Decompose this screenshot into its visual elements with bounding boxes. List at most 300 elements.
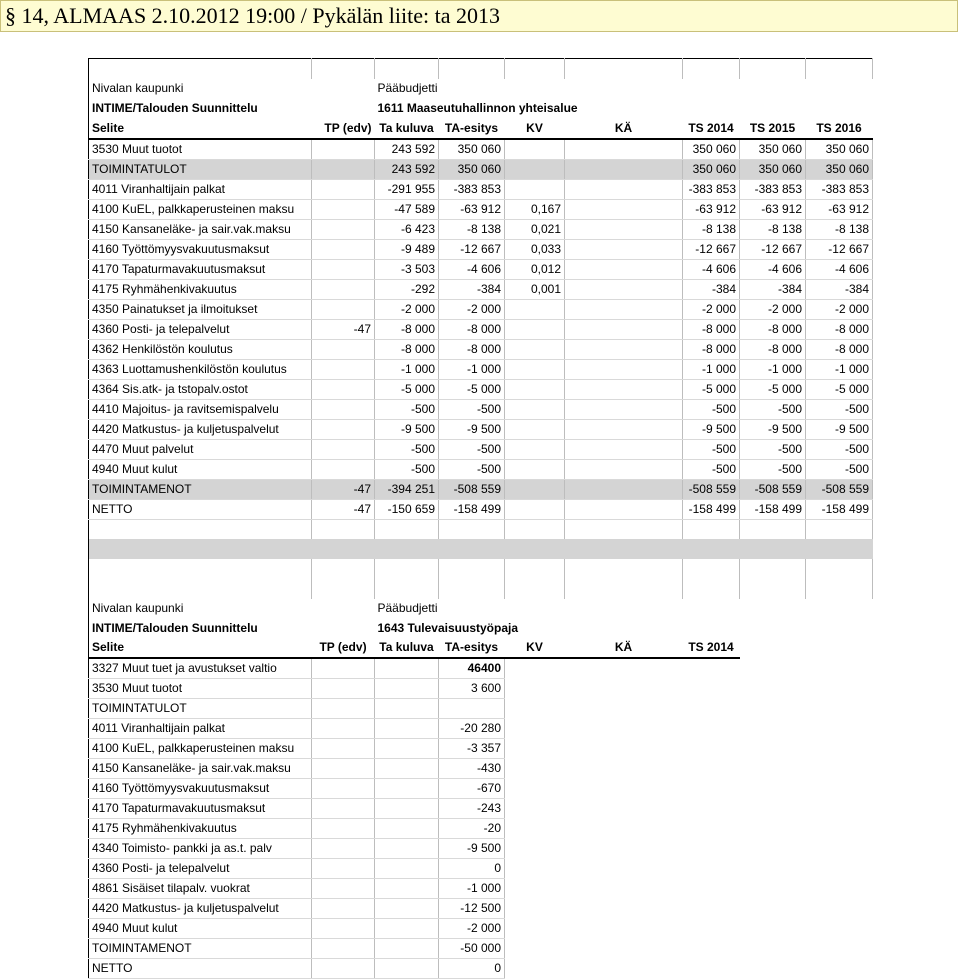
- header-row-org: [89, 598, 740, 618]
- row-value: 0,167: [505, 199, 565, 219]
- row-value: [565, 459, 683, 479]
- row-value: -8 000: [683, 319, 740, 339]
- row-value: [375, 699, 439, 719]
- row-value: [312, 939, 375, 959]
- row-value: -430: [439, 759, 505, 779]
- row-value: [565, 219, 683, 239]
- row-value: [375, 759, 439, 779]
- row-value: [312, 699, 375, 719]
- dept-name: INTIME/Talouden Suunnittelu: [92, 620, 258, 635]
- row-value: 0: [439, 859, 505, 879]
- row-value: -8 000: [683, 339, 740, 359]
- row-label: 4150 Kansaneläke- ja sair.vak.maksu: [89, 219, 312, 239]
- row-value: [565, 299, 683, 319]
- row-value: -158 499: [683, 499, 740, 519]
- row-value: 350 060: [740, 159, 806, 179]
- row-value: [505, 139, 565, 160]
- row-value: -20 280: [439, 719, 505, 739]
- row-value: 0,012: [505, 259, 565, 279]
- row-value: -500: [375, 399, 439, 419]
- header-row-org: [89, 79, 873, 99]
- row-value: [375, 739, 439, 759]
- table-row: [89, 699, 740, 719]
- table-row: [89, 859, 740, 879]
- table-row: [89, 179, 873, 199]
- column-header: Selite: [89, 119, 312, 139]
- page-title: § 14, ALMAAS 2.10.2012 19:00 / Pykälän liite: ta 2013: [5, 3, 500, 28]
- row-value: [505, 339, 565, 359]
- row-value: [375, 839, 439, 859]
- row-value: [505, 479, 565, 499]
- row-value: -63 912: [806, 199, 873, 219]
- row-value: [565, 339, 683, 359]
- column-header: TS 2014: [683, 119, 740, 139]
- table-row: [89, 219, 873, 239]
- row-value: [312, 219, 375, 239]
- column-header: TS 2014: [683, 638, 740, 658]
- column-header: Ta kuluva: [375, 638, 439, 658]
- column-header: Selite: [89, 638, 312, 658]
- empty-cell: [312, 539, 375, 559]
- row-label: TOIMINTATULOT: [89, 699, 312, 719]
- row-value: -8 138: [806, 219, 873, 239]
- row-label: 4170 Tapaturmavakuutusmaksut: [89, 259, 312, 279]
- row-value: -8 000: [439, 319, 505, 339]
- row-value: [312, 139, 375, 160]
- empty-cell: [89, 539, 312, 559]
- row-value: -47: [312, 499, 375, 519]
- row-value: [505, 439, 565, 459]
- row-value: [312, 379, 375, 399]
- table-row: [89, 279, 873, 299]
- row-value: [312, 399, 375, 419]
- row-value: [505, 399, 565, 419]
- row-value: [565, 359, 683, 379]
- row-value: [505, 379, 565, 399]
- row-value: -5 000: [806, 379, 873, 399]
- row-label: 4940 Muut kulut: [89, 919, 312, 939]
- row-value: -9 500: [439, 419, 505, 439]
- row-value: 350 060: [740, 139, 806, 160]
- row-value: [375, 959, 439, 979]
- row-value: [312, 179, 375, 199]
- org-name: Nivalan kaupunki: [92, 81, 184, 95]
- row-value: -384: [683, 279, 740, 299]
- row-label: 4420 Matkustus- ja kuljetuspalvelut: [89, 419, 312, 439]
- row-label: 4362 Henkilöstön koulutus: [89, 339, 312, 359]
- row-value: -5 000: [683, 379, 740, 399]
- row-value: 350 060: [806, 139, 873, 160]
- row-value: -6 423: [375, 219, 439, 239]
- header-row-unit: [89, 618, 740, 638]
- row-value: -508 559: [439, 479, 505, 499]
- empty-cell: [806, 539, 873, 559]
- row-value: 350 060: [683, 139, 740, 160]
- row-label: 3530 Muut tuotot: [89, 679, 312, 699]
- row-value: -5 000: [439, 379, 505, 399]
- row-value: -500: [439, 439, 505, 459]
- row-value: [312, 419, 375, 439]
- row-value: 0: [439, 959, 505, 979]
- row-value: -47 589: [375, 199, 439, 219]
- empty-cell: [505, 559, 565, 599]
- row-value: [375, 859, 439, 879]
- empty-cell: [375, 519, 439, 539]
- empty-cell: [806, 559, 873, 599]
- row-value: -8 000: [806, 339, 873, 359]
- row-value: -5 000: [740, 379, 806, 399]
- row-value: -383 853: [683, 179, 740, 199]
- row-value: -47: [312, 319, 375, 339]
- row-value: [312, 819, 375, 839]
- row-value: [312, 658, 375, 679]
- row-value: -12 667: [683, 239, 740, 259]
- table-row: [89, 839, 740, 859]
- row-label: 4011 Viranhaltijain palkat: [89, 179, 312, 199]
- row-value: -500: [683, 399, 740, 419]
- row-value: -3 503: [375, 259, 439, 279]
- header-row-unit: [89, 99, 873, 119]
- row-value: [375, 819, 439, 839]
- row-value: [375, 879, 439, 899]
- row-value: -8 000: [439, 339, 505, 359]
- row-label: 4363 Luottamushenkilöstön koulutus: [89, 359, 312, 379]
- row-value: -394 251: [375, 479, 439, 499]
- row-value: [312, 459, 375, 479]
- row-value: -500: [806, 399, 873, 419]
- table-row: [89, 379, 873, 399]
- row-value: [565, 379, 683, 399]
- row-value: [312, 899, 375, 919]
- row-value: -384: [806, 279, 873, 299]
- row-value: -9 500: [439, 839, 505, 859]
- row-label: 4011 Viranhaltijain palkat: [89, 719, 312, 739]
- empty-cell: [375, 559, 439, 599]
- row-value: [312, 299, 375, 319]
- row-value: [565, 319, 683, 339]
- row-value: -500: [740, 399, 806, 419]
- table-row: [89, 459, 873, 479]
- empty-cell: [89, 519, 312, 539]
- column-header: KV: [505, 638, 565, 658]
- row-label: 4170 Tapaturmavakuutusmaksut: [89, 799, 312, 819]
- row-value: [565, 499, 683, 519]
- row-value: -50 000: [439, 939, 505, 959]
- row-value: -1 000: [375, 359, 439, 379]
- row-value: -2 000: [806, 299, 873, 319]
- row-value: -384: [439, 279, 505, 299]
- row-label: 4150 Kansaneläke- ja sair.vak.maksu: [89, 759, 312, 779]
- row-label: 4160 Työttömyysvakuutusmaksut: [89, 779, 312, 799]
- row-value: 350 060: [683, 159, 740, 179]
- empty-cell: [683, 539, 740, 559]
- row-value: -500: [806, 439, 873, 459]
- empty-cell: [740, 539, 806, 559]
- row-value: 243 592: [375, 139, 439, 160]
- empty-cell: [312, 559, 375, 599]
- table-row: [89, 719, 740, 739]
- row-label: NETTO: [89, 499, 312, 519]
- row-value: -2 000: [439, 919, 505, 939]
- row-value: -292: [375, 279, 439, 299]
- table-row: [89, 799, 740, 819]
- row-value: -5 000: [375, 379, 439, 399]
- row-value: -9 500: [806, 419, 873, 439]
- column-header: TS 2016: [806, 119, 873, 139]
- row-value: [565, 439, 683, 459]
- table-row: [89, 779, 740, 799]
- row-value: [312, 199, 375, 219]
- row-label: 4350 Painatukset ja ilmoitukset: [89, 299, 312, 319]
- table-row: [89, 899, 740, 919]
- table-row: [89, 819, 740, 839]
- row-value: [312, 279, 375, 299]
- row-value: [375, 799, 439, 819]
- row-value: -20: [439, 819, 505, 839]
- row-value: -383 853: [439, 179, 505, 199]
- row-value: [312, 919, 375, 939]
- row-value: [505, 159, 565, 179]
- row-value: -8 000: [806, 319, 873, 339]
- column-header: KV: [505, 119, 565, 139]
- budget-table-1643: [88, 598, 740, 979]
- row-value: -383 853: [806, 179, 873, 199]
- row-label: TOIMINTATULOT: [89, 159, 312, 179]
- row-value: 243 592: [375, 159, 439, 179]
- row-value: [505, 419, 565, 439]
- row-value: -8 138: [740, 219, 806, 239]
- row-value: [505, 179, 565, 199]
- budget-table-1611: [88, 58, 873, 599]
- row-value: [312, 719, 375, 739]
- row-value: -9 500: [375, 419, 439, 439]
- empty-cell: [505, 519, 565, 539]
- empty-cell: [439, 559, 505, 599]
- table-row: [89, 159, 873, 179]
- row-value: -12 667: [806, 239, 873, 259]
- row-value: -3 357: [439, 739, 505, 759]
- row-value: -500: [740, 439, 806, 459]
- row-value: [312, 239, 375, 259]
- row-value: -500: [683, 459, 740, 479]
- table-row: [89, 759, 740, 779]
- row-value: -508 559: [683, 479, 740, 499]
- row-value: [375, 919, 439, 939]
- column-header-row: [89, 119, 873, 139]
- row-value: [565, 139, 683, 160]
- row-value: 0,021: [505, 219, 565, 239]
- row-value: 3 600: [439, 679, 505, 699]
- row-value: -500: [375, 459, 439, 479]
- row-value: -1 000: [806, 359, 873, 379]
- row-value: 350 060: [806, 159, 873, 179]
- row-value: -8 138: [439, 219, 505, 239]
- row-value: -8 000: [375, 339, 439, 359]
- dept-name: INTIME/Talouden Suunnittelu: [92, 101, 258, 115]
- row-value: 46400: [439, 658, 505, 679]
- table-row: [89, 139, 873, 160]
- row-value: [312, 959, 375, 979]
- table-row: [89, 879, 740, 899]
- table-row: [89, 739, 740, 759]
- row-value: -12 667: [740, 239, 806, 259]
- row-value: -9 500: [683, 419, 740, 439]
- column-header: KÄ: [565, 119, 683, 139]
- table-row: [89, 939, 740, 959]
- row-value: 350 060: [439, 159, 505, 179]
- row-value: -150 659: [375, 499, 439, 519]
- row-value: [565, 199, 683, 219]
- row-label: 4360 Posti- ja telepalvelut: [89, 319, 312, 339]
- spacer-row: [89, 559, 873, 599]
- row-value: [565, 399, 683, 419]
- empty-cell: [312, 519, 375, 539]
- empty-cell: [683, 519, 740, 539]
- table-row: [89, 679, 740, 699]
- row-value: [312, 739, 375, 759]
- row-value: -63 912: [683, 199, 740, 219]
- row-value: [312, 779, 375, 799]
- column-header: KÄ: [565, 638, 683, 658]
- row-value: [505, 499, 565, 519]
- empty-cell: [565, 519, 683, 539]
- column-header: TA-esitys: [439, 638, 505, 658]
- row-value: -1 000: [683, 359, 740, 379]
- row-value: [312, 859, 375, 879]
- row-value: [312, 879, 375, 899]
- row-value: [312, 259, 375, 279]
- row-label: 4175 Ryhmähenkivakuutus: [89, 279, 312, 299]
- empty-cell: [565, 559, 683, 599]
- row-value: -508 559: [806, 479, 873, 499]
- row-value: 0,033: [505, 239, 565, 259]
- row-value: -8 138: [683, 219, 740, 239]
- row-value: -8 000: [740, 339, 806, 359]
- spacer-row: [89, 539, 873, 559]
- row-value: [375, 719, 439, 739]
- row-value: -12 667: [439, 239, 505, 259]
- row-value: -9 500: [740, 419, 806, 439]
- row-label: 4100 KuEL, palkkaperusteinen maksu: [89, 739, 312, 759]
- row-value: -158 499: [806, 499, 873, 519]
- row-value: -158 499: [740, 499, 806, 519]
- row-value: -508 559: [740, 479, 806, 499]
- row-value: -500: [375, 439, 439, 459]
- table-row: [89, 658, 740, 679]
- row-value: -1 000: [439, 879, 505, 899]
- row-value: [375, 779, 439, 799]
- column-header: TA-esitys: [439, 119, 505, 139]
- row-value: -4 606: [683, 259, 740, 279]
- row-value: -2 000: [740, 299, 806, 319]
- row-value: [565, 179, 683, 199]
- row-value: -4 606: [740, 259, 806, 279]
- empty-cell: [89, 559, 312, 599]
- row-value: [505, 319, 565, 339]
- row-label: 4100 KuEL, palkkaperusteinen maksu: [89, 199, 312, 219]
- spacer-row: [89, 59, 873, 79]
- row-label: TOIMINTAMENOT: [89, 939, 312, 959]
- row-value: -2 000: [375, 299, 439, 319]
- row-value: -63 912: [740, 199, 806, 219]
- row-value: [505, 299, 565, 319]
- table-row: [89, 959, 740, 979]
- row-value: -500: [740, 459, 806, 479]
- row-value: [565, 479, 683, 499]
- row-value: -8 000: [740, 319, 806, 339]
- table-row: [89, 319, 873, 339]
- row-value: -8 000: [375, 319, 439, 339]
- row-value: -47: [312, 479, 375, 499]
- row-value: [505, 459, 565, 479]
- row-label: 3530 Muut tuotot: [89, 139, 312, 160]
- row-value: -4 606: [806, 259, 873, 279]
- row-value: -63 912: [439, 199, 505, 219]
- row-value: 0,001: [505, 279, 565, 299]
- unit-name: 1643 Tulevaisuustyöpaja: [377, 620, 519, 635]
- unit-name: 1611 Maaseutuhallinnon yhteisalue: [377, 101, 578, 115]
- row-label: NETTO: [89, 959, 312, 979]
- row-value: -500: [806, 459, 873, 479]
- row-value: [565, 279, 683, 299]
- row-value: [565, 419, 683, 439]
- row-label: 4160 Työttömyysvakuutusmaksut: [89, 239, 312, 259]
- org-name: Nivalan kaupunki: [92, 600, 184, 615]
- table-row: [89, 259, 873, 279]
- table-row: [89, 299, 873, 319]
- row-label: 4470 Muut palvelut: [89, 439, 312, 459]
- row-value: [312, 359, 375, 379]
- column-header: TP (edv): [312, 119, 375, 139]
- column-header: Ta kuluva: [375, 119, 439, 139]
- table-row: [89, 239, 873, 259]
- empty-cell: [439, 519, 505, 539]
- row-label: 4420 Matkustus- ja kuljetuspalvelut: [89, 899, 312, 919]
- empty-cell: [806, 519, 873, 539]
- row-value: [312, 759, 375, 779]
- row-value: -383 853: [740, 179, 806, 199]
- row-value: [565, 159, 683, 179]
- table-row: [89, 419, 873, 439]
- row-value: -384: [740, 279, 806, 299]
- row-value: [375, 939, 439, 959]
- row-label: TOIMINTAMENOT: [89, 479, 312, 499]
- row-label: 4360 Posti- ja telepalvelut: [89, 859, 312, 879]
- table-row: [89, 499, 873, 519]
- row-value: [565, 259, 683, 279]
- table-row: [89, 359, 873, 379]
- empty-cell: [505, 539, 565, 559]
- row-value: -4 606: [439, 259, 505, 279]
- row-label: 4410 Majoitus- ja ravitsemispalvelu: [89, 399, 312, 419]
- row-value: [312, 679, 375, 699]
- row-value: [375, 679, 439, 699]
- table-row: [89, 199, 873, 219]
- page-title-bar: [0, 0, 958, 32]
- row-value: -1 000: [439, 359, 505, 379]
- row-value: -2 000: [683, 299, 740, 319]
- row-value: [312, 839, 375, 859]
- row-value: -500: [439, 459, 505, 479]
- budget-label: Pääbudjetti: [377, 81, 438, 95]
- row-value: -243: [439, 799, 505, 819]
- empty-cell: [683, 559, 740, 599]
- column-header-row: [89, 638, 740, 658]
- table-row: [89, 479, 873, 499]
- row-value: [565, 239, 683, 259]
- row-value: [312, 799, 375, 819]
- row-value: [375, 899, 439, 919]
